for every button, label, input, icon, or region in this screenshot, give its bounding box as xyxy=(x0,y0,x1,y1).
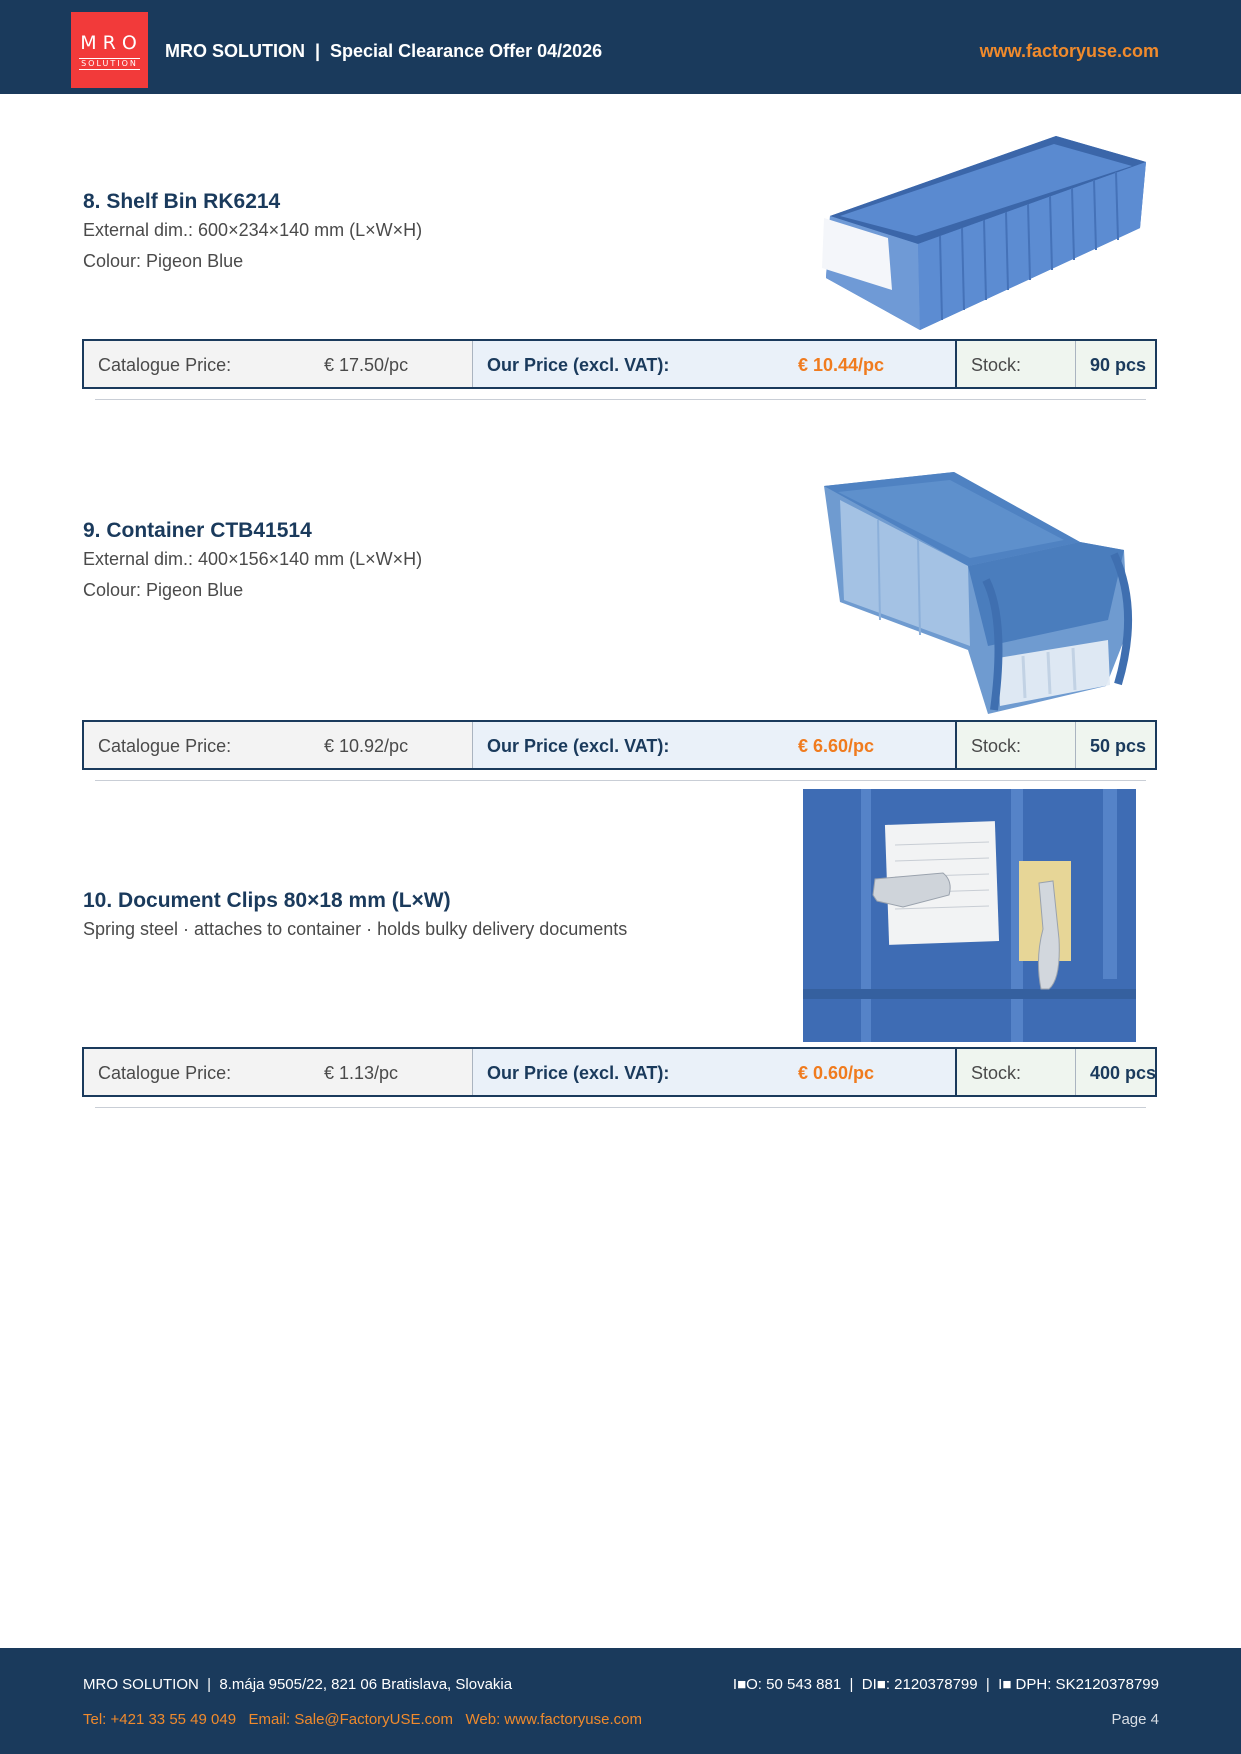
page-header xyxy=(0,0,1241,94)
product-title: 9. Container CTB41514 xyxy=(83,519,312,542)
our-price-label: Our Price (excl. VAT): xyxy=(487,736,670,756)
separator xyxy=(95,780,1146,781)
our-price-label: Our Price (excl. VAT): xyxy=(487,1063,670,1083)
stock-value-cell xyxy=(1076,1049,1155,1095)
catalogue-price-value: € 10.92/pc xyxy=(324,736,409,756)
page-number: Page 4 xyxy=(1111,1711,1159,1728)
separator xyxy=(95,1107,1146,1108)
catalogue-price-label: Catalogue Price: xyxy=(98,736,232,756)
document-clips-image xyxy=(803,789,1136,1042)
our-price-value: € 6.60/pc xyxy=(798,736,875,756)
footer-address: MRO SOLUTION | 8.mája 9505/22, 821 06 Bratislava, Slovakia xyxy=(83,1676,513,1693)
catalogue-price-value: € 1.13/pc xyxy=(324,1063,399,1083)
product-dimensions: External dim.: 600×234×140 mm (L×W×H) xyxy=(83,220,423,240)
header-title: MRO SOLUTION | Special Clearance Offer 04/2026 xyxy=(165,41,603,61)
stock-value-cell xyxy=(1076,722,1155,768)
catalogue-price-label: Catalogue Price: xyxy=(98,355,232,375)
shelf-bin-image xyxy=(810,128,1150,333)
catalogue-price-label: Catalogue Price: xyxy=(98,1063,232,1083)
product-colour: Colour: Pigeon Blue xyxy=(83,580,244,600)
stock-value: 90 pcs xyxy=(1090,355,1147,375)
stock-label: Stock: xyxy=(971,355,1022,375)
product-dimensions: External dim.: 400×156×140 mm (L×W×H) xyxy=(83,549,423,569)
product-title: 8. Shelf Bin RK6214 xyxy=(83,190,281,213)
stock-value: 400 pcs xyxy=(1090,1063,1157,1083)
our-price-label: Our Price (excl. VAT): xyxy=(487,355,670,375)
stock-label: Stock: xyxy=(971,1063,1022,1083)
stock-label-cell xyxy=(957,1049,1076,1095)
catalogue-price-cell xyxy=(84,722,473,768)
product-title: 10. Document Clips 80×18 mm (L×W) xyxy=(83,889,451,912)
logo-main-text: MRO xyxy=(80,32,143,54)
catalogue-price-value: € 17.50/pc xyxy=(324,355,409,375)
our-price-value: € 0.60/pc xyxy=(798,1063,875,1083)
stock-value-cell xyxy=(1076,341,1155,387)
page-footer xyxy=(0,1648,1241,1754)
logo-sub-text: SOLUTION xyxy=(79,58,140,70)
stock-label: Stock: xyxy=(971,736,1022,756)
header-website-link[interactable]: www.factoryuse.com xyxy=(979,41,1159,61)
price-table xyxy=(82,1047,1157,1097)
catalogue-price-cell xyxy=(84,341,473,387)
separator xyxy=(95,399,1146,400)
stock-value: 50 pcs xyxy=(1090,736,1147,756)
footer-contact[interactable]: Tel: +421 33 55 49 049 Email: Sale@FactoryUSE.com Web: www.factoryuse.com xyxy=(83,1711,642,1728)
our-price-cell xyxy=(473,1049,957,1095)
container-image xyxy=(818,470,1138,715)
our-price-cell xyxy=(473,722,957,768)
catalogue-price-cell xyxy=(84,1049,473,1095)
our-price-cell xyxy=(473,341,957,387)
stock-label-cell xyxy=(957,341,1076,387)
our-price-value: € 10.44/pc xyxy=(798,355,885,375)
product-description: Spring steel · attaches to container · holds bulky delivery documents xyxy=(83,919,628,939)
product-colour: Colour: Pigeon Blue xyxy=(83,251,244,271)
price-table xyxy=(82,720,1157,770)
company-logo xyxy=(71,12,148,88)
footer-company-ids: I■O: 50 543 881 | DI■: 2120378799 | I■ DPH: SK2120378799 xyxy=(732,1676,1159,1693)
price-table xyxy=(82,339,1157,389)
stock-label-cell xyxy=(957,722,1076,768)
